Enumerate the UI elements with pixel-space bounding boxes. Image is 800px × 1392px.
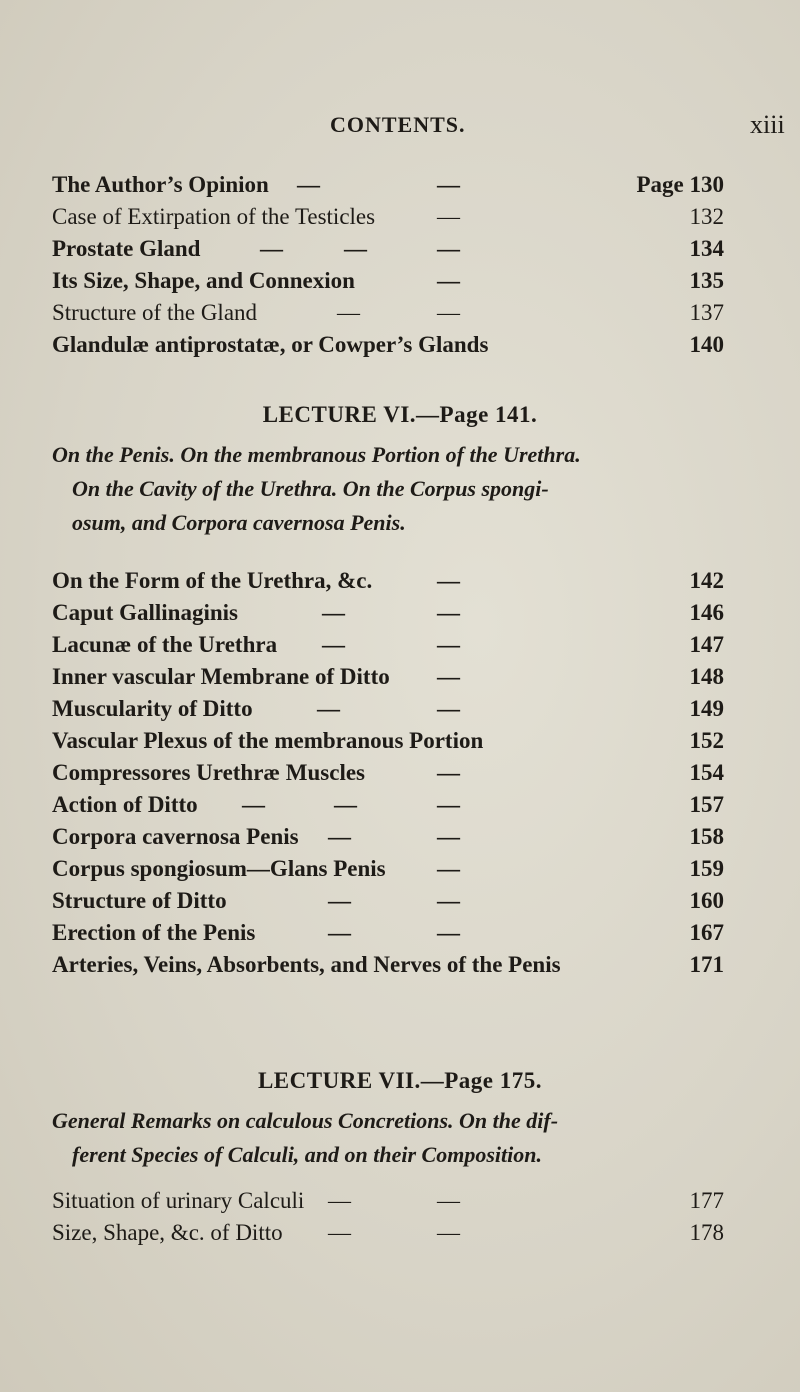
toc-row — [52, 632, 742, 662]
leader-dash: — — [437, 268, 460, 293]
leader-dash: — — [437, 920, 460, 945]
toc-row — [52, 600, 742, 630]
leader-dash: — — [328, 1188, 351, 1213]
leader-dash: — — [260, 236, 283, 261]
toc-entry-page: 157 — [689, 792, 724, 817]
leader-dash: — — [322, 600, 345, 625]
toc-entry-page: 178 — [689, 1220, 724, 1245]
toc-row — [52, 1220, 742, 1250]
toc-entry-title: Compressores Urethræ Muscles — [52, 760, 366, 785]
toc-entry-title: Case of Extirpation of the Testicles — [52, 204, 376, 229]
description-line: General Remarks on calculous Concretions. On the dif- — [52, 1108, 559, 1133]
toc-row — [52, 1188, 742, 1218]
toc-entry-title: Corpora cavernosa Penis — [52, 824, 299, 849]
toc-entry-title: Structure of the Gland — [52, 300, 258, 325]
leader-dash: — — [437, 300, 460, 325]
toc-entry-title: Structure of Ditto — [52, 888, 227, 913]
leader-dash: — — [344, 236, 367, 261]
lecture-heading: LECTURE VI.—Page 141. — [262, 402, 538, 427]
toc-entry-page: 146 — [689, 600, 724, 625]
toc-entry-page: 154 — [689, 760, 724, 785]
toc-entry-page: Page 130 — [636, 172, 724, 197]
leader-dash: — — [437, 1188, 460, 1213]
toc-entry-page: 148 — [689, 664, 724, 689]
toc-row — [52, 824, 742, 854]
leader-dash: — — [437, 632, 460, 657]
toc-entry-page: 167 — [689, 920, 724, 945]
leader-dash: — — [437, 568, 460, 593]
toc-entry-title: Prostate Gland — [52, 236, 201, 261]
toc-row — [52, 236, 742, 266]
toc-row — [52, 568, 742, 598]
toc-entry-page: 149 — [689, 696, 724, 721]
toc-entry-title: Glandulæ antiprostatæ, or Cowper’s Glands — [52, 332, 489, 357]
toc-entry-title: Vascular Plexus of the membranous Portion — [52, 728, 484, 753]
leader-dash: — — [437, 172, 460, 197]
toc-row — [52, 888, 742, 918]
toc-entry-title: Inner vascular Membrane of Ditto — [52, 664, 390, 689]
leader-dash: — — [242, 792, 265, 817]
toc-entry-title: Arteries, Veins, Absorbents, and Nerves of the Penis — [52, 952, 561, 977]
toc-row — [52, 728, 742, 758]
toc-row — [52, 332, 742, 362]
leader-dash: — — [437, 760, 460, 785]
toc-entry-title: Caput Gallinaginis — [52, 600, 238, 625]
toc-row — [52, 952, 742, 982]
toc-row — [52, 300, 742, 330]
toc-row — [52, 856, 742, 886]
toc-row — [52, 760, 742, 790]
toc-row — [52, 172, 742, 202]
page-number: xiii — [750, 110, 785, 139]
leader-dash: — — [437, 696, 460, 721]
lecture-heading: LECTURE VII.—Page 175. — [257, 1068, 543, 1093]
leader-dash: — — [437, 664, 460, 689]
leader-dash: — — [328, 1220, 351, 1245]
description-line: On the Cavity of the Urethra. On the Corpus spongi- — [72, 476, 549, 501]
lecture-description — [52, 438, 752, 540]
toc-entry-page: 142 — [689, 568, 724, 593]
leader-dash: — — [337, 300, 360, 325]
leader-dash: — — [437, 204, 460, 229]
description-line: osum, and Corpora cavernosa Penis. — [72, 510, 406, 535]
leader-dash: — — [437, 1220, 460, 1245]
toc-row — [52, 696, 742, 726]
leader-dash: — — [328, 888, 351, 913]
toc-entry-page: 135 — [689, 268, 724, 293]
leader-dash: — — [297, 172, 320, 197]
toc-row — [52, 268, 742, 298]
leader-dash: — — [437, 792, 460, 817]
running-title: CONTENTS. — [330, 112, 466, 137]
toc-entry-title: Size, Shape, &c. of Ditto — [52, 1220, 283, 1245]
toc-entry-title: Lacunæ of the Urethra — [52, 632, 278, 657]
leader-dash: — — [322, 632, 345, 657]
page-header — [0, 112, 800, 146]
leader-dash: — — [328, 824, 351, 849]
toc-entry-page: 134 — [689, 236, 724, 261]
toc-entry-page: 152 — [689, 728, 724, 753]
toc-entry-page: 140 — [689, 332, 724, 357]
toc-entry-title: Corpus spongiosum—Glans Penis — [52, 856, 386, 881]
toc-row — [52, 664, 742, 694]
leader-dash: — — [437, 888, 460, 913]
toc-entry-title: Erection of the Penis — [52, 920, 256, 945]
toc-entry-title: On the Form of the Urethra, &c. — [52, 568, 373, 593]
leader-dash: — — [437, 600, 460, 625]
toc-entry-page: 160 — [689, 888, 724, 913]
leader-dash: — — [328, 920, 351, 945]
leader-dash: — — [437, 824, 460, 849]
leader-dash: — — [437, 236, 460, 261]
toc-entry-page: 147 — [689, 632, 724, 657]
toc-entry-page: 158 — [689, 824, 724, 849]
toc-entry-page: 171 — [689, 952, 724, 977]
toc-entry-title: Situation of urinary Calculi — [52, 1188, 305, 1213]
toc-entry-title: Its Size, Shape, and Connexion — [52, 268, 355, 293]
description-line: ferent Species of Calculi, and on their Composition. — [72, 1142, 542, 1167]
leader-dash: — — [334, 792, 357, 817]
toc-entry-title: Muscularity of Ditto — [52, 696, 253, 721]
toc-row — [52, 792, 742, 822]
toc-row — [52, 920, 742, 950]
toc-entry-title: Action of Ditto — [52, 792, 198, 817]
leader-dash: — — [437, 856, 460, 881]
lecture-description — [52, 1104, 752, 1172]
toc-entry-page: 132 — [689, 204, 724, 229]
toc-entry-page: 137 — [689, 300, 724, 325]
toc-entry-title: The Author’s Opinion — [52, 172, 269, 197]
leader-dash: — — [317, 696, 340, 721]
toc-row — [52, 204, 742, 234]
description-line: On the Penis. On the membranous Portion of the Urethra. — [52, 442, 581, 467]
toc-entry-page: 177 — [689, 1188, 724, 1213]
toc-entry-page: 159 — [689, 856, 724, 881]
